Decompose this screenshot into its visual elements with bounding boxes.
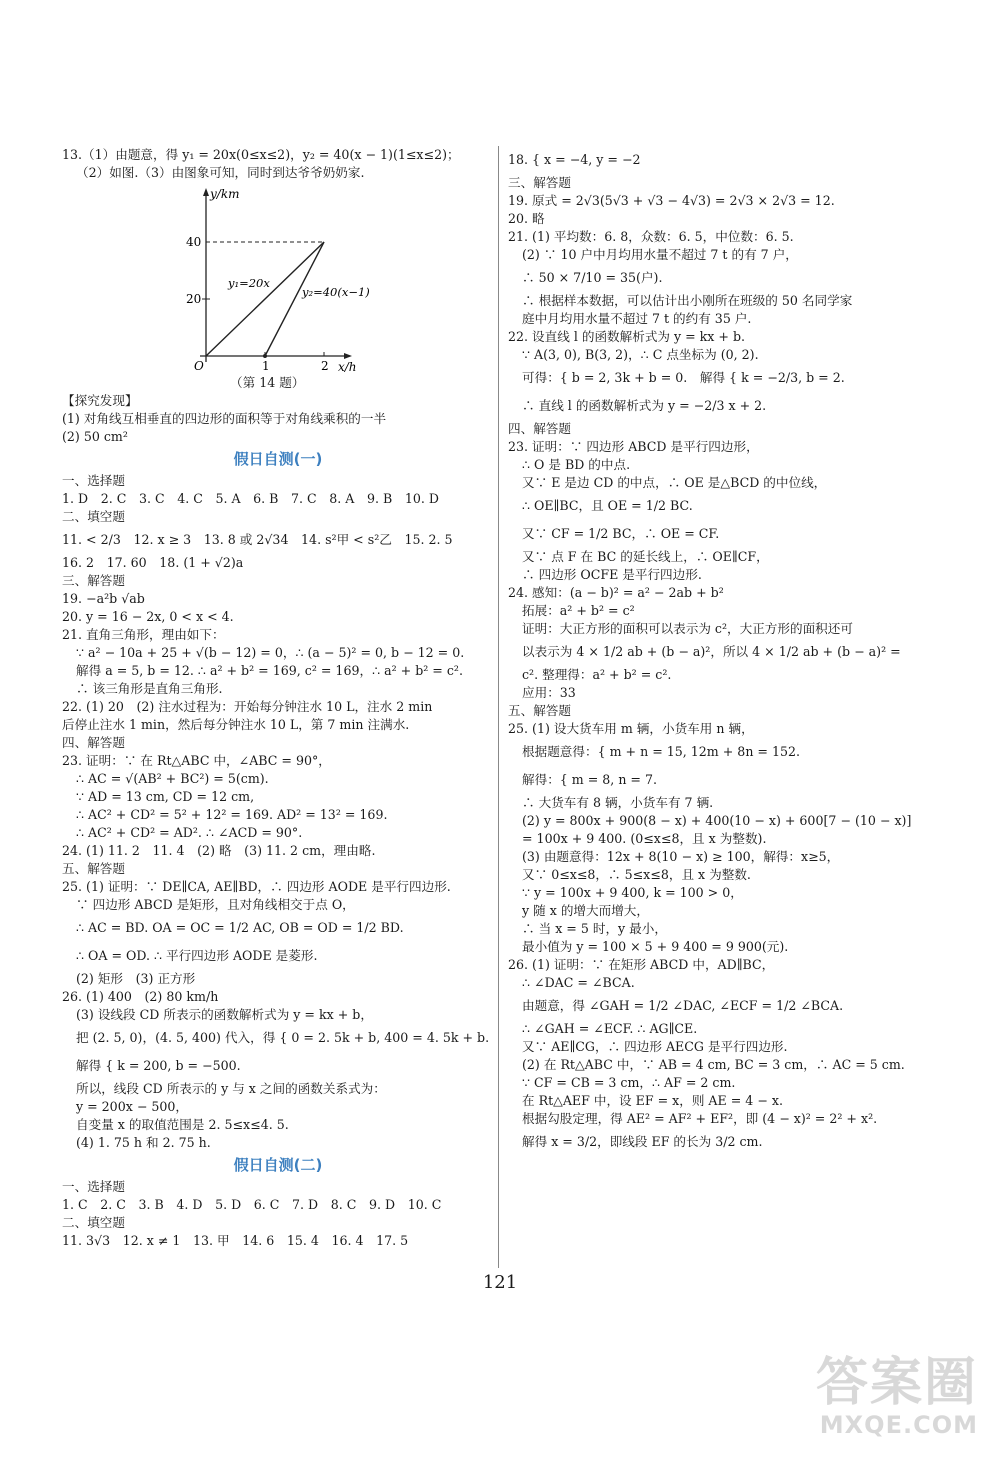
test1-answer-line: 16. 2 17. 60 18. (1 + √2)a (62, 555, 244, 570)
right-answer-line: ∴ 50 × 7/10 = 35(户). (522, 270, 663, 285)
explore-line: (1) 对角线互相垂直的四边形的面积等于对角线乘积的一半 (62, 411, 387, 426)
point-1-0 (263, 354, 267, 358)
right-answer-line: ∵ y = 100x + 9 400, k = 100 > 0， (522, 885, 743, 900)
test1-answer-line: ∴ 该三角形是直角三角形. (76, 681, 223, 696)
test1-answer-line: ∴ AC = √(AB² + BC²) = 5(cm). (76, 771, 269, 786)
right-answer-line: (3) 由题意得：12x + 8(10 − x) ≥ 100，解得：x≥5， (522, 849, 840, 864)
right-answer-line: 又∵ CF = 1/2 BC，∴ OE = CF. (522, 526, 720, 541)
figure-caption: （第 14 题） (230, 375, 305, 390)
right-answer-line: 又∵ E 是边 CD 的中点，∴ OE 是△BCD 的中位线， (522, 475, 827, 490)
y-axis-arrow (203, 188, 209, 196)
test1-answer-line: (3) 设线段 CD 所表示的函数解析式为 y = kx + b， (76, 1007, 373, 1022)
right-answer-line: (2) y = 800x + 900(8 − x) + 400(10 − x) + 600[7 − (10 − x)] (522, 813, 912, 828)
right-answer-line: 23. 证明：∵ 四边形 ABCD 是平行四边形， (508, 439, 759, 454)
test1-answer-line: ∵ AD = 13 cm, CD = 12 cm, (76, 789, 255, 804)
x-tick-2: 2 (321, 359, 329, 373)
test2-answer-line: 一、选择题 (62, 1179, 125, 1194)
test1-answer-line: ∴ AC² + CD² = 5² + 12² = 169. AD² = 13² = 169. (76, 807, 388, 822)
right-answer-line: y 随 x 的增大而增大， (522, 903, 649, 918)
right-answer-line: 最小值为 y = 100 × 5 + 9 400 = 9 900(元). (522, 939, 789, 954)
test1-answer-line: 26. (1) 400 (2) 80 km/h (62, 989, 219, 1004)
test1-answer-line: 解得 a = 5, b = 12. ∴ a² + b² = 169, c² = 169，∴ a² + b² = c². (76, 663, 463, 678)
right-answer-line: 解得 x = 3/2，即线段 EF 的长为 3/2 cm. (522, 1134, 763, 1149)
test1-answer-line: 19. −a²b √ab (62, 591, 145, 606)
x-tick-1: 1 (262, 359, 270, 373)
watermark (748, 1355, 978, 1447)
right-answer-line: ∴ O 是 BD 的中点. (522, 457, 631, 472)
right-answer-line: 五、解答题 (508, 703, 571, 718)
test1-answer-line: 自变量 x 的取值范围是 2. 5≤x≤4. 5. (76, 1117, 289, 1132)
right-answer-line: c². 整理得：a² + b² = c². (522, 667, 672, 682)
test1-answer-line: 11. < 2/3 12. x ≥ 3 13. 8 或 2√34 14. s²甲 < s²乙 15. 2. 5 (62, 532, 453, 547)
right-answer-line: 根据勾股定理，得 AE² = AF² + EF²，即 (4 − x)² = 2² + x². (522, 1111, 878, 1126)
right-answer-line: ∴ 当 x = 5 时，y 最小， (522, 921, 667, 936)
right-answer-line: = 100x + 9 400. (0≤x≤8，且 x 为整数). (522, 831, 767, 846)
right-answer-line: 根据题意得：{ m + n = 15, 12m + 8n = 152. (522, 744, 801, 759)
test1-answer-line: ∴ AC² + CD² = AD². ∴ ∠ACD = 90°. (76, 825, 303, 840)
test2-answer-line: 二、填空题 (62, 1215, 125, 1230)
origin-label: O (194, 359, 204, 373)
test1-answer-line: 21. 直角三角形，理由如下： (62, 627, 225, 642)
watermark-logo: 答案圈 (815, 1353, 978, 1413)
right-answer-line: 24. 感知：(a − b)² = a² − 2ab + b² (508, 585, 724, 600)
right-answer-line: 又∵ 点 F 在 BC 的延长线上，∴ OE∥CF， (522, 549, 769, 564)
right-answer-line: ∴ 大货车有 8 辆，小货车有 7 辆. (522, 795, 714, 810)
test1-answer-line: ∵ a² − 10a + 25 + √(b − 12) = 0，∴ (a − 5)² = 0, b − 12 = 0. (76, 645, 465, 660)
page-number: 121 (482, 1272, 518, 1293)
column-divider (498, 146, 499, 1268)
x-axis-arrow (344, 353, 352, 359)
right-answer-line: ∴ 根据样本数据，可以估计出小刚所在班级的 50 名同学家 (522, 293, 853, 308)
y-tick-20: 20 (186, 292, 202, 306)
right-answer-line: 四、解答题 (508, 421, 571, 436)
test1-answer-line: ∵ 四边形 ABCD 是矩形，且对角线相交于点 O， (76, 897, 355, 912)
test1-answer-line: 三、解答题 (62, 573, 125, 588)
test1-answer-line: 五、解答题 (62, 861, 125, 876)
section-heading-1: 假日自测(一) (233, 450, 323, 468)
right-answer-line: 26. (1) 证明：∵ 在矩形 ABCD 中，AD∥BC， (508, 957, 775, 972)
test1-answer-line: 二、填空题 (62, 509, 125, 524)
right-answer-line: 庭中月均用水量不超过 7 t 的约有 35 户. (522, 311, 752, 326)
x-axis-label: x/h (338, 360, 357, 374)
test1-answer-line: 1. D 2. C 3. C 4. C 5. A 6. B 7. C 8. A 9. B 10. D (62, 491, 439, 506)
right-answer-line: 又∵ 0≤x≤8，∴ 5≤x≤8，且 x 为整数. (522, 867, 751, 882)
test1-answer-line: 25. (1) 证明：∵ DE∥CA, AE∥BD，∴ 四边形 AODE 是平行四边形. (62, 879, 451, 894)
right-answer-line: 21. (1) 平均数：6. 8，众数：6. 5，中位数：6. 5. (508, 229, 794, 244)
right-answer-line: (2) 在 Rt△ABC 中，∵ AB = 4 cm, BC = 3 cm，∴ AC = 5 cm. (522, 1057, 905, 1072)
test1-answer-line: 20. y = 16 − 2x, 0 < x < 4. (62, 609, 234, 624)
right-answer-line: 可得：{ b = 2, 3k + b = 0. 解得 { k = −2/3, b = 2. (522, 370, 845, 385)
test1-answer-line: 一、选择题 (62, 473, 125, 488)
right-answer-line: 解得：{ m = 8, n = 7. (522, 772, 658, 787)
y-axis-label: y/km (210, 187, 240, 201)
right-answer-line: 25. (1) 设大货车用 m 辆，小货车用 n 辆， (508, 721, 754, 736)
line-y1-label: y₁=20x (228, 276, 270, 290)
right-answer-line: ∵ A(3, 0), B(3, 2)，∴ C 点坐标为 (0, 2). (522, 347, 759, 362)
test1-answer-line: y = 200x − 500， (76, 1099, 189, 1114)
right-answer-line: 19. 原式 = 2√3(5√3 + √3 − 4√3) = 2√3 × 2√3 = 12. (508, 193, 835, 208)
right-answer-line: 20. 略 (508, 211, 545, 226)
test1-answer-line: (4) 1. 75 h 和 2. 75 h. (76, 1135, 211, 1150)
test1-answer-line: 23. 证明：∵ 在 Rt△ABC 中，∠ABC = 90°， (62, 753, 331, 768)
right-answer-line: 应用：33 (522, 685, 576, 700)
right-answer-line: 22. 设直线 l 的函数解析式为 y = kx + b. (508, 329, 746, 344)
test1-answer-line: 把 (2. 5, 0)，(4. 5, 400) 代入，得 { 0 = 2. 5k + b, 400 = 4. 5k + b. (76, 1030, 490, 1045)
y-tick-40: 40 (186, 235, 202, 249)
line-y2-label: y₂=40(x−1) (302, 285, 370, 299)
test1-answer-line: 四、解答题 (62, 735, 125, 750)
right-answer-line: ∵ CF = CB = 3 cm，∴ AF = 2 cm. (522, 1075, 736, 1090)
test2-answer-line: 1. C 2. C 3. B 4. D 5. D 6. C 7. D 8. C 9. D 10. C (62, 1197, 442, 1212)
test1-answer-line: 22. (1) 20 (2) 注水过程为：开始每分钟注水 10 L，注水 2 min (62, 699, 433, 714)
answer-13-line: （2）如图.（3）由图象可知，同时到达爷爷奶奶家. (76, 165, 365, 180)
test1-answer-line: 解得 { k = 200, b = −500. (76, 1058, 241, 1073)
right-answer-line: 由题意，得 ∠GAH = 1/2 ∠DAC, ∠ECF = 1/2 ∠BCA. (522, 998, 844, 1013)
right-answer-line: ∴ 四边形 OCFE 是平行四边形. (522, 567, 702, 582)
line-y2 (265, 242, 324, 356)
test1-answer-line: 后停止注水 1 min，然后每分钟注水 10 L，第 7 min 注满水. (62, 717, 410, 732)
right-column (508, 146, 940, 1156)
right-answer-line: ∴ OE∥BC，且 OE = 1/2 BC. (522, 498, 693, 513)
right-answer-line: 拓展：a² + b² = c² (522, 603, 635, 618)
right-answer-line: (2) ∵ 10 户中月均用水量不超过 7 t 的有 7 户， (522, 247, 798, 262)
left-column (62, 146, 494, 1250)
right-answer-line: 又∵ AE∥CG，∴ 四边形 AECG 是平行四边形. (522, 1039, 788, 1054)
answer-figure-q14 (156, 184, 376, 374)
right-answer-line: ∴ 直线 l 的函数解析式为 y = −2/3 x + 2. (522, 398, 767, 413)
right-answer-line: 三、解答题 (508, 175, 571, 190)
explore-line: 【探究发现】 (62, 393, 138, 408)
watermark-url: MXQE.COM (819, 1411, 978, 1439)
right-answer-line: 证明：大正方形的面积可以表示为 c²，大正方形的面积还可 (522, 621, 853, 636)
right-answer-line: ∴ ∠GAH = ∠ECF. ∴ AG∥CE. (522, 1021, 698, 1036)
line-y1 (206, 242, 324, 356)
test1-answer-line: 24. (1) 11. 2 11. 4 (2) 略 (3) 11. 2 cm，理由略. (62, 843, 376, 858)
test1-answer-line: (2) 矩形 (3) 正方形 (76, 971, 196, 986)
right-answer-line: 18. { x = −4, y = −2 (508, 152, 641, 167)
test2-answer-line: 11. 3√3 12. x ≠ 1 13. 甲 14. 6 15. 4 16. 4 17. 5 (62, 1233, 409, 1248)
right-answer-line: ∴ ∠DAC = ∠BCA. (522, 975, 635, 990)
right-answer-line: 以表示为 4 × 1/2 ab + (b − a)²，所以 4 × 1/2 ab + (b − a)² = (522, 644, 901, 659)
answer-13-line: 13.（1）由题意，得 y₁ = 20x(0≤x≤2)，y₂ = 40(x − 1)(1≤x≤2)； (62, 147, 460, 162)
test1-answer-line: ∴ OA = OD. ∴ 平行四边形 AODE 是菱形. (76, 948, 318, 963)
test1-answer-line: 所以，线段 CD 所表示的 y 与 x 之间的函数关系式为： (76, 1081, 386, 1096)
right-answer-line: 在 Rt△AEF 中，设 EF = x，则 AE = 4 − x. (522, 1093, 783, 1108)
test1-answer-line: ∴ AC = BD. OA = OC = 1/2 AC, OB = OD = 1/2 BD. (76, 920, 404, 935)
explore-line: (2) 50 cm² (62, 429, 128, 444)
section-heading-2: 假日自测(二) (233, 1156, 323, 1174)
